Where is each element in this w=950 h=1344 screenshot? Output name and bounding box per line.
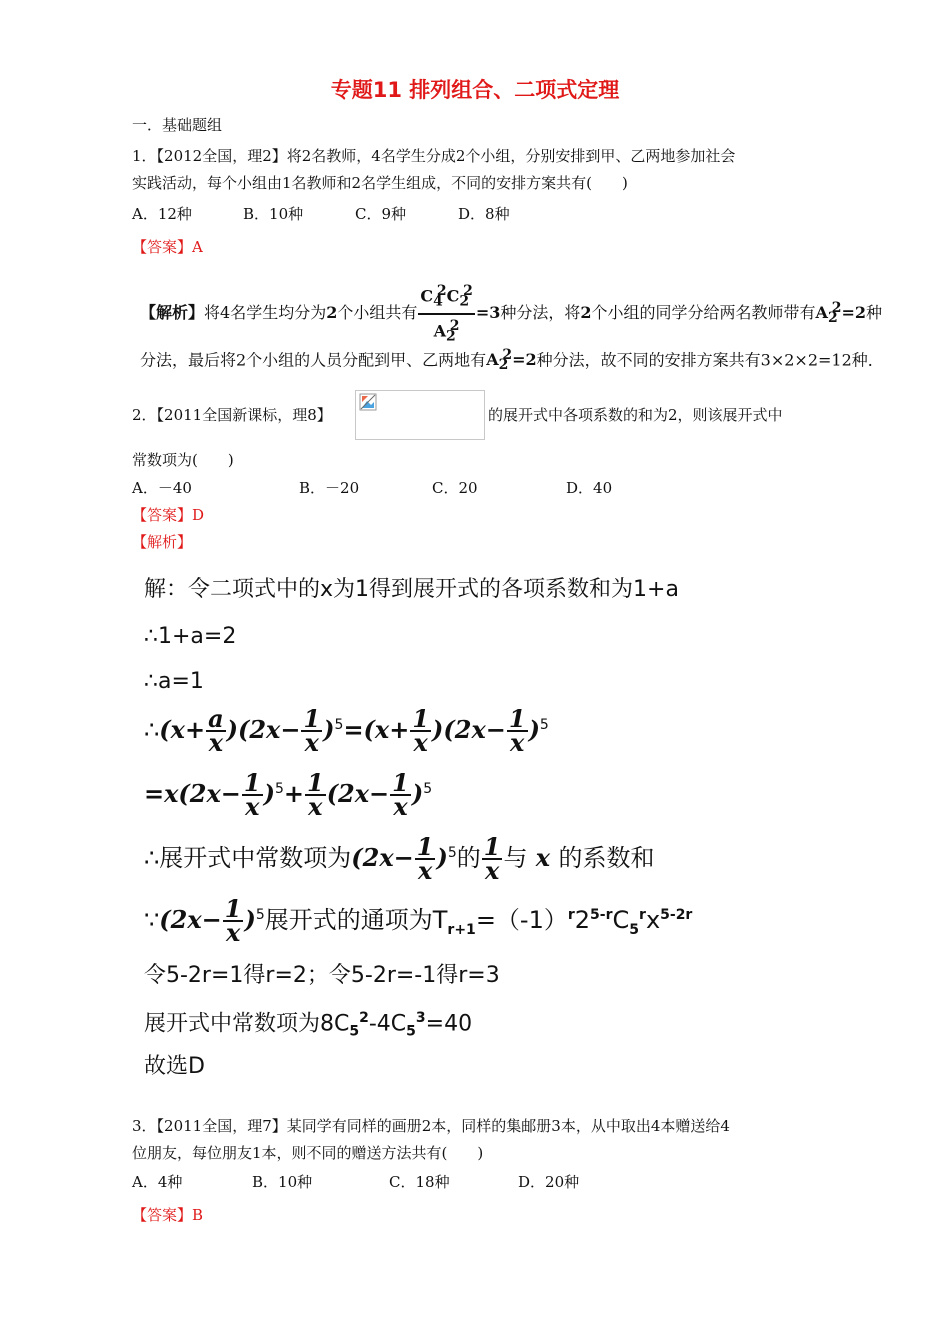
q1-line1: 1．【2012全国，理2】将2名教师，4名学生分成2个小组，分别安排到甲、乙两地参加社会 — [132, 147, 736, 165]
solution-line-9: 展开式中常数项为$8C_5^2-4C_5^3=40$ — [144, 1010, 473, 1040]
page-title: 专题11 排列组合、二项式定理 — [330, 78, 620, 102]
q3-answer — [132, 1205, 203, 1225]
q1-option-c: C．9种 — [355, 205, 407, 223]
solution-line-5: =x(2x− $\frac{1}{x}$ )$^5$+ $\frac{1}{x}$ (2x− $\frac{1}{x}$ )$^5$ — [144, 768, 433, 821]
q1-line2: 实践活动，每个小组由1名教师和2名学生组成，不同的安排方案共有( ) — [132, 174, 628, 192]
q2-answer — [132, 505, 204, 525]
solution-text: 展开式中常数项为8C — [144, 1011, 350, 1037]
analysis-text: 将4名学生均分为 — [204, 303, 327, 323]
analysis-text: 种 — [866, 303, 883, 323]
broken-image-icon — [359, 393, 377, 415]
analysis-text: 分法，最后将2个小组的人员分配到甲、乙两地有 — [140, 350, 487, 370]
broken-image-placeholder — [355, 390, 485, 440]
section-heading: 一．基础题组 — [132, 116, 223, 134]
q1-option-d: D．8种 — [458, 205, 510, 223]
analysis-text: 种分法，将 — [500, 303, 581, 323]
analysis-text: 个小组的同学分给两名教师带有 — [591, 303, 816, 323]
q2-option-c: C．20 — [432, 479, 478, 497]
answer-tag: 【答案】 — [132, 238, 193, 256]
q1-option-a: A．12种 — [132, 205, 192, 223]
solution-text: 展开式的通项为 — [264, 906, 433, 934]
q3-option-b: B．10种 — [252, 1173, 313, 1191]
q2-prefix: 2．【2011全国新课标，理8】 — [132, 406, 332, 424]
q1-option-b: B．10种 — [243, 205, 304, 223]
q2-suffix: 的展开式中各项系数的和为2，则该展开式中 — [488, 406, 783, 424]
solution-line-10: 故选D — [144, 1054, 205, 1079]
q2-option-a: A．－40 — [132, 479, 192, 497]
analysis-tag: 【解析】 — [140, 303, 205, 323]
solution-line-2: ∴1+a=2 — [144, 624, 237, 649]
solution-line-6: ∴展开式中常数项为(2x− $\frac{1}{x}$ )$^5$的 $\frac{1}{x}$ 与 x 的系数和 — [144, 832, 655, 885]
q1-analysis: 【解析】将4名学生均分为2个小组共有 $\frac{C_4^2C_2^2}{A_2^2}$ =3种分法，将2个小组的同学分给两名教师带有$A_2^2=2$种 — [140, 280, 882, 347]
solution-text: 的系数和 — [558, 844, 655, 872]
answer-value: B — [192, 1206, 204, 1224]
q3-line2: 位朋友，每位朋友1本，则不同的赠送方法共有( ) — [132, 1144, 484, 1162]
q2-option-b: B．－20 — [299, 479, 360, 497]
q2-analysis-tag: 【解析】 — [132, 533, 193, 551]
answer-value: D — [192, 506, 205, 524]
q3-option-c: C．18种 — [389, 1173, 450, 1191]
solution-text: 与 — [503, 844, 528, 872]
q2-line2: 常数项为( ) — [132, 451, 234, 469]
solution-text: 的 — [456, 844, 481, 872]
analysis-text: 2 — [326, 303, 338, 323]
q1-answer — [132, 237, 203, 257]
solution-line-3: ∴a=1 — [144, 669, 204, 694]
answer-tag: 【答案】 — [132, 1206, 193, 1224]
fraction-formula: $\frac{C_4^2C_2^2}{A_2^2}$ — [418, 280, 474, 347]
solution-line-8: 令5-2r=1得r=2；令5-2r=-1得r=3 — [144, 963, 500, 988]
solution-text: ∴展开式中常数项为 — [144, 844, 352, 872]
q3-option-a: A．4种 — [132, 1173, 183, 1191]
q1-analysis-line2: 分法，最后将2个小组的人员分配到甲、乙两地有$A_2^2=2$种分法，故不同的安排方案共有3×2×2=12种． — [140, 347, 884, 374]
answer-tag: 【答案】 — [132, 506, 193, 524]
solution-line-7: ∵(2x− $\frac{1}{x}$ )$^5$展开式的通项为$T_{r+1}=(-1)^r2^{5-r}C_5^rx^{5-2r}$ — [144, 894, 693, 947]
answer-value: A — [192, 238, 203, 256]
solution-line-1: 解：令二项式中的x为1得到展开式的各项系数和为1+a — [144, 577, 679, 602]
solution-line-4: ∴(x+ $\frac{a}{x}$ )(2x− $\frac{1}{x}$ )$^5$=(x+ $\frac{1}{x}$ )(2x− $\frac{1}{x}$ )$^5$ — [144, 704, 549, 757]
analysis-text: 个小组共有 — [337, 303, 418, 323]
q2-option-d: D．40 — [566, 479, 613, 497]
q3-line1: 3．【2011全国，理7】某同学有同样的画册2本，同样的集邮册3本，从中取出4本赠送给4 — [132, 1117, 730, 1135]
q3-option-d: D．20种 — [518, 1173, 580, 1191]
analysis-text: 种分法，故不同的安排方案共有3×2×2=12种． — [536, 350, 884, 370]
